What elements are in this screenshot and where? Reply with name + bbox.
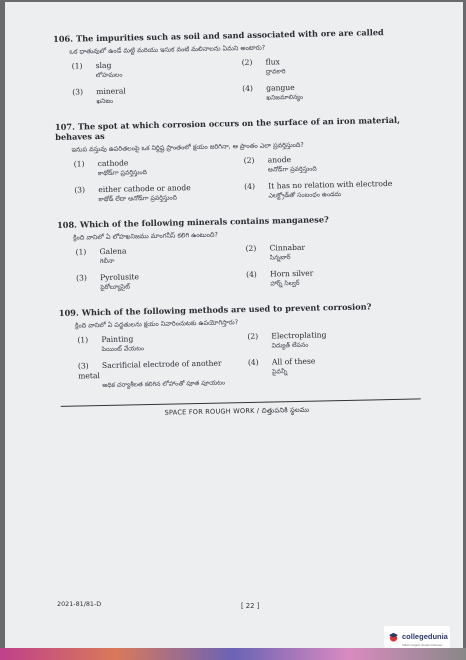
question-number: 106. bbox=[53, 33, 74, 44]
question-english: Which of the following minerals contains manganese? bbox=[79, 214, 329, 230]
question-telugu: ఒక ధాతువులో ఉండే మట్టి మరియు ఇసుక వంటి మలినాలను ఏమని అంటారు? bbox=[69, 43, 266, 56]
option-english: cathode bbox=[97, 158, 129, 169]
option-telugu: ఆనోడ్‌గా ప్రవర్తిస్తుంది bbox=[267, 165, 317, 174]
option-number: (4) bbox=[244, 181, 256, 192]
question-109 bbox=[59, 301, 413, 398]
option-english: It has no relation with electrode bbox=[268, 178, 393, 191]
option-number: (3) bbox=[76, 273, 87, 283]
option-english: anode bbox=[267, 155, 292, 165]
option-2 bbox=[247, 329, 411, 356]
option-english: mineral bbox=[96, 86, 126, 97]
watermark-text bbox=[402, 624, 450, 651]
option-number: (4) bbox=[247, 357, 259, 367]
question-text bbox=[55, 115, 407, 142]
option-english: Galena bbox=[99, 246, 127, 257]
option-number: (2) bbox=[243, 155, 255, 166]
option-1 bbox=[74, 156, 238, 183]
option-number: (3) bbox=[74, 185, 86, 195]
exam-page bbox=[5, 2, 463, 648]
option-1 bbox=[72, 58, 236, 85]
options-grid bbox=[75, 241, 410, 300]
graduate-cap-icon bbox=[388, 631, 399, 643]
background-strip bbox=[0, 648, 466, 660]
question-108 bbox=[57, 213, 411, 300]
option-english: Cinnabar bbox=[269, 242, 306, 253]
question-english: The spot at which corrosion occurs on the surface of an iron material, behaves as bbox=[55, 114, 401, 142]
question-english: The impurities such as soil and sand associated with ore are called bbox=[75, 27, 384, 44]
option-number: (3) bbox=[72, 87, 84, 97]
option-english: Pyrolusite bbox=[100, 272, 139, 283]
question-telugu: క్రింది వానిలో ఏ పద్ధతులను క్షయం నివారించుటకు ఉపయోగిస్తారు? bbox=[75, 318, 239, 330]
option-number: (4) bbox=[245, 269, 257, 280]
option-3 bbox=[74, 182, 238, 209]
option-1 bbox=[75, 244, 239, 271]
question-telugu: ఇనుప వస్తువు ఉపరితలంపై ఒక నిర్దిష్ట ప్రాంతంలో క్షయం జరిగినా, ఆ ప్రాంతం ఎలా ప్రవర్తిస్తుంది? bbox=[71, 140, 304, 154]
option-telugu: ఖనిజం bbox=[96, 97, 114, 106]
option-telugu: గెలీనా bbox=[99, 257, 115, 266]
option-english: flux bbox=[265, 57, 280, 67]
option-2 bbox=[242, 55, 406, 82]
rough-work-label: SPACE FOR ROUGH WORK / చిత్తుపనికి స్థలము bbox=[164, 405, 310, 417]
option-3 bbox=[78, 358, 243, 395]
option-number: (4) bbox=[242, 83, 254, 94]
question-number: 107. bbox=[54, 121, 76, 132]
option-english: gangue bbox=[266, 82, 295, 93]
option-telugu: సిన్నబార్ bbox=[269, 254, 291, 262]
option-english: All of these bbox=[271, 356, 316, 367]
option-number: (2) bbox=[241, 57, 253, 68]
option-telugu: ద్రావకారి bbox=[265, 68, 286, 76]
option-telugu: కాథోడ్‌గా ప్రవర్తిస్తుంది bbox=[97, 169, 148, 178]
option-number: (3) bbox=[77, 361, 89, 371]
option-number: (1) bbox=[77, 335, 89, 345]
page-number: [ 22 ] bbox=[241, 602, 260, 610]
option-english: either cathode or anode bbox=[98, 183, 191, 195]
watermark-brand: collegedunia bbox=[402, 631, 448, 641]
option-telugu: లోహమలం bbox=[95, 71, 123, 80]
option-telugu: పెయింట్ వేయటం bbox=[101, 345, 145, 354]
option-4 bbox=[248, 355, 413, 392]
option-1 bbox=[77, 332, 241, 359]
question-number: 109. bbox=[58, 307, 79, 318]
question-number: 108. bbox=[56, 219, 78, 230]
paper-code: 2021-81/81-D bbox=[57, 600, 102, 608]
option-english: Horn silver bbox=[269, 268, 314, 279]
question-107 bbox=[55, 115, 409, 212]
option-telugu: ఖనిజమాలిన్యం bbox=[266, 93, 304, 102]
option-english: Electroplating bbox=[271, 330, 327, 341]
option-3 bbox=[76, 270, 240, 297]
option-number: (2) bbox=[247, 331, 259, 341]
options-grid bbox=[74, 153, 409, 212]
question-english: Which of the following methods are used to prevent corrosion? bbox=[81, 301, 372, 318]
option-telugu: ఎలక్ట్రోడ్‌తో సంబంధం ఉండదు bbox=[268, 191, 342, 200]
option-telugu: కాథోడ్ లేదా ఆనోడ్‌గా ప్రవర్తిస్తుంది bbox=[98, 194, 178, 204]
option-number: (2) bbox=[245, 243, 257, 254]
option-telugu: విద్యుత్ లేపనం bbox=[271, 341, 309, 350]
option-english: slag bbox=[95, 60, 112, 71]
collegedunia-watermark bbox=[384, 626, 450, 648]
question-telugu: క్రింది వానిలో ఏ లోహఖనిజము మాంగనీస్ కలిగి ఉంటుంది? bbox=[73, 230, 218, 242]
watermark-tagline: India's largest Student Review bbox=[402, 642, 443, 647]
option-number: (1) bbox=[73, 159, 85, 169]
options-grid bbox=[77, 329, 412, 398]
question-section bbox=[53, 27, 413, 421]
option-4 bbox=[246, 267, 410, 294]
option-telugu: హార్న్ సిల్వర్ bbox=[270, 279, 300, 288]
option-telugu: అధిక చర్యాశీలత కలిగిన లోహాంతో పూత పూయటం bbox=[102, 379, 226, 390]
option-number: (1) bbox=[71, 61, 83, 71]
option-telugu: పైవన్నీ bbox=[272, 368, 288, 376]
option-2 bbox=[244, 153, 408, 180]
option-2 bbox=[245, 241, 409, 268]
option-3 bbox=[72, 84, 236, 111]
option-english: Sacrificial electrode of another metal bbox=[78, 358, 222, 381]
option-telugu: పైరోల్యూసైట్ bbox=[100, 283, 131, 292]
option-number: (1) bbox=[75, 247, 87, 257]
option-english: Painting bbox=[101, 334, 134, 345]
option-4 bbox=[242, 81, 406, 108]
option-4 bbox=[244, 179, 408, 206]
question-106 bbox=[53, 27, 407, 114]
options-grid bbox=[72, 55, 407, 114]
